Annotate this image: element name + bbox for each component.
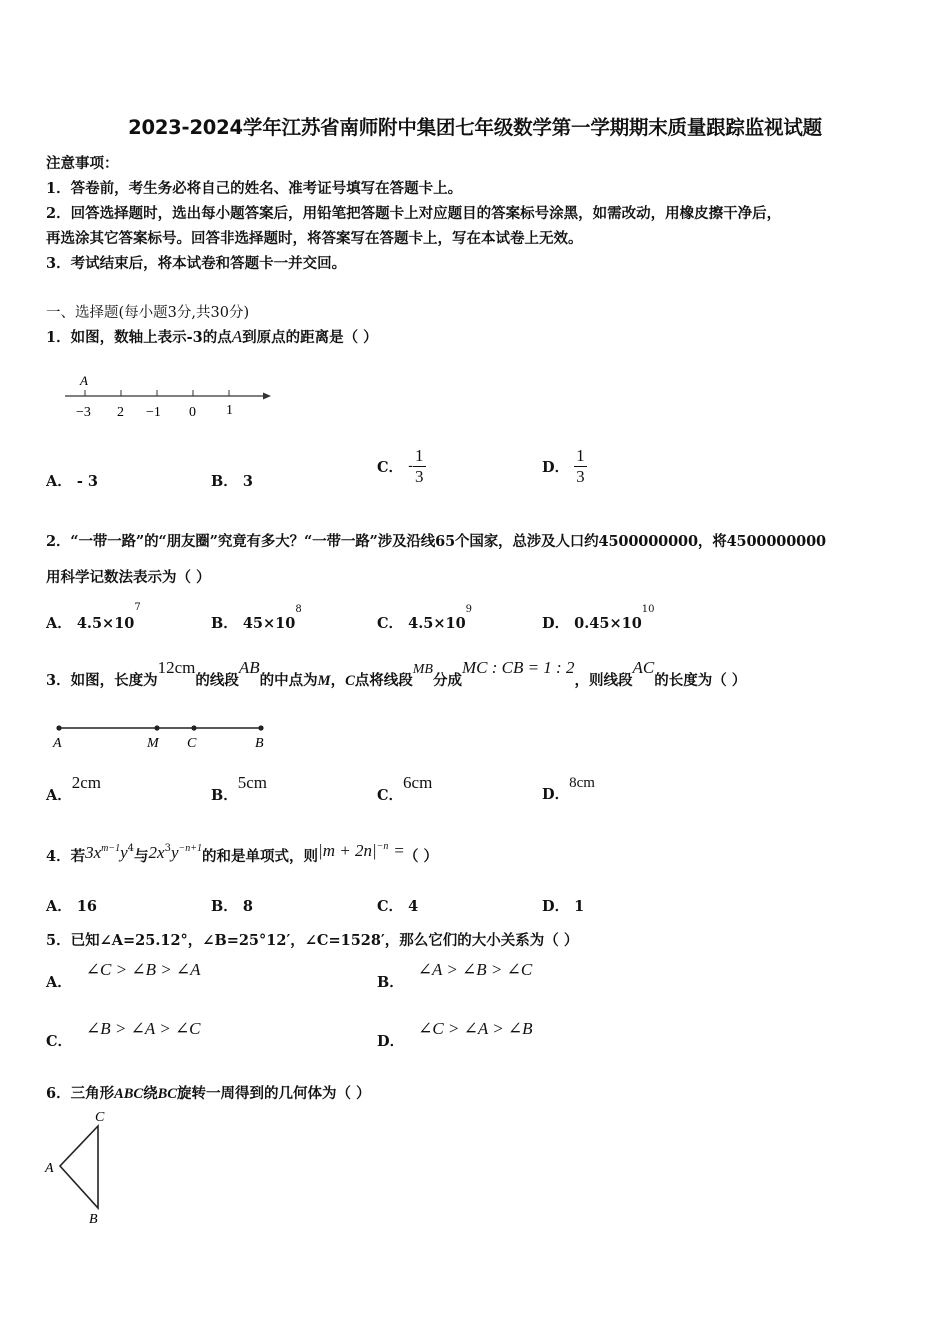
- page-title: 2023-2024学年江苏省南师附中集团七年级数学第一学期期末质量跟踪监视试题: [128, 116, 822, 139]
- point-c: [191, 725, 196, 730]
- fraction: $\frac{1}{3}$: [576, 446, 585, 486]
- q3-option-a[interactable]: A．2cm: [46, 773, 102, 804]
- q3-stem: 3．如图，长度为12cm的线段AB的中点为M，C点将线段MB分成MC : CB = 1 : 2，则线段AC的长度为（ ）: [46, 658, 747, 689]
- notice-heading: 注意事项：: [46, 155, 119, 172]
- notice-item-2a: 2．回答选择题时，选出每小题答案后，用铅笔把答题卡上对应题目的答案标号涂黑，如需改动，用橡皮擦干净后，: [46, 205, 782, 222]
- q3-option-b[interactable]: B．5cm: [211, 773, 268, 804]
- tick-label: −1: [146, 405, 161, 420]
- q3-option-c[interactable]: C．6cm: [377, 773, 433, 804]
- q2-stem-line1: 2．“一带一路”的“朋友圈”究竟有多大？“一带一路”涉及沿线65个国家，总涉及人口约4500000000，将4500000000: [46, 533, 826, 550]
- q1-option-c[interactable]: C． - $\frac{1}{3}$: [377, 446, 424, 486]
- q4-option-c[interactable]: C． 4: [377, 898, 419, 915]
- label-b: B: [89, 1212, 98, 1227]
- notice-item-3: 3．考试结束后，将本试卷和答题卡一并交回。: [46, 255, 347, 272]
- q1-option-a[interactable]: A． - 3: [46, 473, 98, 490]
- tick-label: 2: [117, 405, 124, 420]
- tick-label: 0: [189, 405, 196, 420]
- q1-option-b[interactable]: B． 3: [211, 473, 253, 490]
- number-line-arrow: [263, 393, 271, 400]
- q5-option-c[interactable]: C．∠B > ∠A > ∠C: [46, 1019, 201, 1050]
- label-c: C: [95, 1110, 105, 1125]
- q4-option-a[interactable]: A． 16: [46, 898, 98, 915]
- tick-label: 1: [226, 403, 233, 418]
- q4-option-b[interactable]: B． 8: [211, 898, 253, 915]
- point-b: [258, 725, 263, 730]
- q3-option-d[interactable]: D．8cm: [542, 775, 595, 803]
- notice-item-2b: 再选涂其它答案标号。回答非选择题时，将答案写在答题卡上，写在本试卷上无效。: [46, 230, 583, 247]
- q6-triangle-figure: [40, 1106, 120, 1231]
- triangle-abc: [60, 1126, 98, 1208]
- q5-stem: 5．已知∠A=25.12°，∠B=25°12′，∠C=1528′，那么它们的大小关系为（ ）: [46, 932, 579, 949]
- q4-option-d[interactable]: D． 1: [542, 898, 585, 915]
- section-heading: 一、选择题(每小题3分,共30分): [46, 305, 250, 321]
- point-m: [154, 725, 159, 730]
- q4-stem: 4．若$3x^{m-1}y^4$与$2x^3y^{-n+1}$的和是单项式，则$|m + 2n|^{-n}$ =（ ）: [46, 841, 439, 865]
- tick-label: −3: [76, 405, 91, 420]
- label-a: A: [53, 736, 62, 751]
- q2-option-d[interactable]: D． $0.45\times 10^{10}$: [542, 604, 655, 632]
- q5-option-b[interactable]: B．∠A > ∠B > ∠C: [377, 960, 533, 991]
- q6-stem: 6．三角形ABC绕BC旋转一周得到的几何体为（ ）: [46, 1085, 371, 1102]
- q2-option-a[interactable]: A． $4.5\times 10^7$: [46, 602, 141, 632]
- label-a: A: [45, 1161, 54, 1176]
- label-c: C: [187, 736, 197, 751]
- q1-option-d[interactable]: D． $\frac{1}{3}$: [542, 446, 585, 486]
- label-b: B: [255, 736, 264, 751]
- q1-stem: 1．如图，数轴上表示-3的点A到原点的距离是（ ）: [46, 327, 378, 346]
- point-a-label: A: [80, 373, 88, 388]
- q2-option-b[interactable]: B． $45\times 10^8$: [211, 604, 302, 632]
- q1-number-line-figure: [60, 368, 275, 428]
- q5-option-d[interactable]: D．∠C > ∠A > ∠B: [377, 1019, 533, 1050]
- point-a: [56, 725, 61, 730]
- q2-option-c[interactable]: C． $4.5\times 10^9$: [377, 604, 473, 632]
- q5-option-a[interactable]: A．∠C > ∠B > ∠A: [46, 960, 201, 991]
- notice-item-1: 1．答卷前，考生务必将自己的姓名、准考证号填写在答题卡上。: [46, 180, 463, 197]
- fraction: $\frac{1}{3}$: [415, 446, 424, 486]
- q3-segment-figure: [50, 720, 275, 756]
- q2-stem-line2: 用科学记数法表示为（ ）: [46, 569, 211, 586]
- label-m: M: [147, 736, 159, 751]
